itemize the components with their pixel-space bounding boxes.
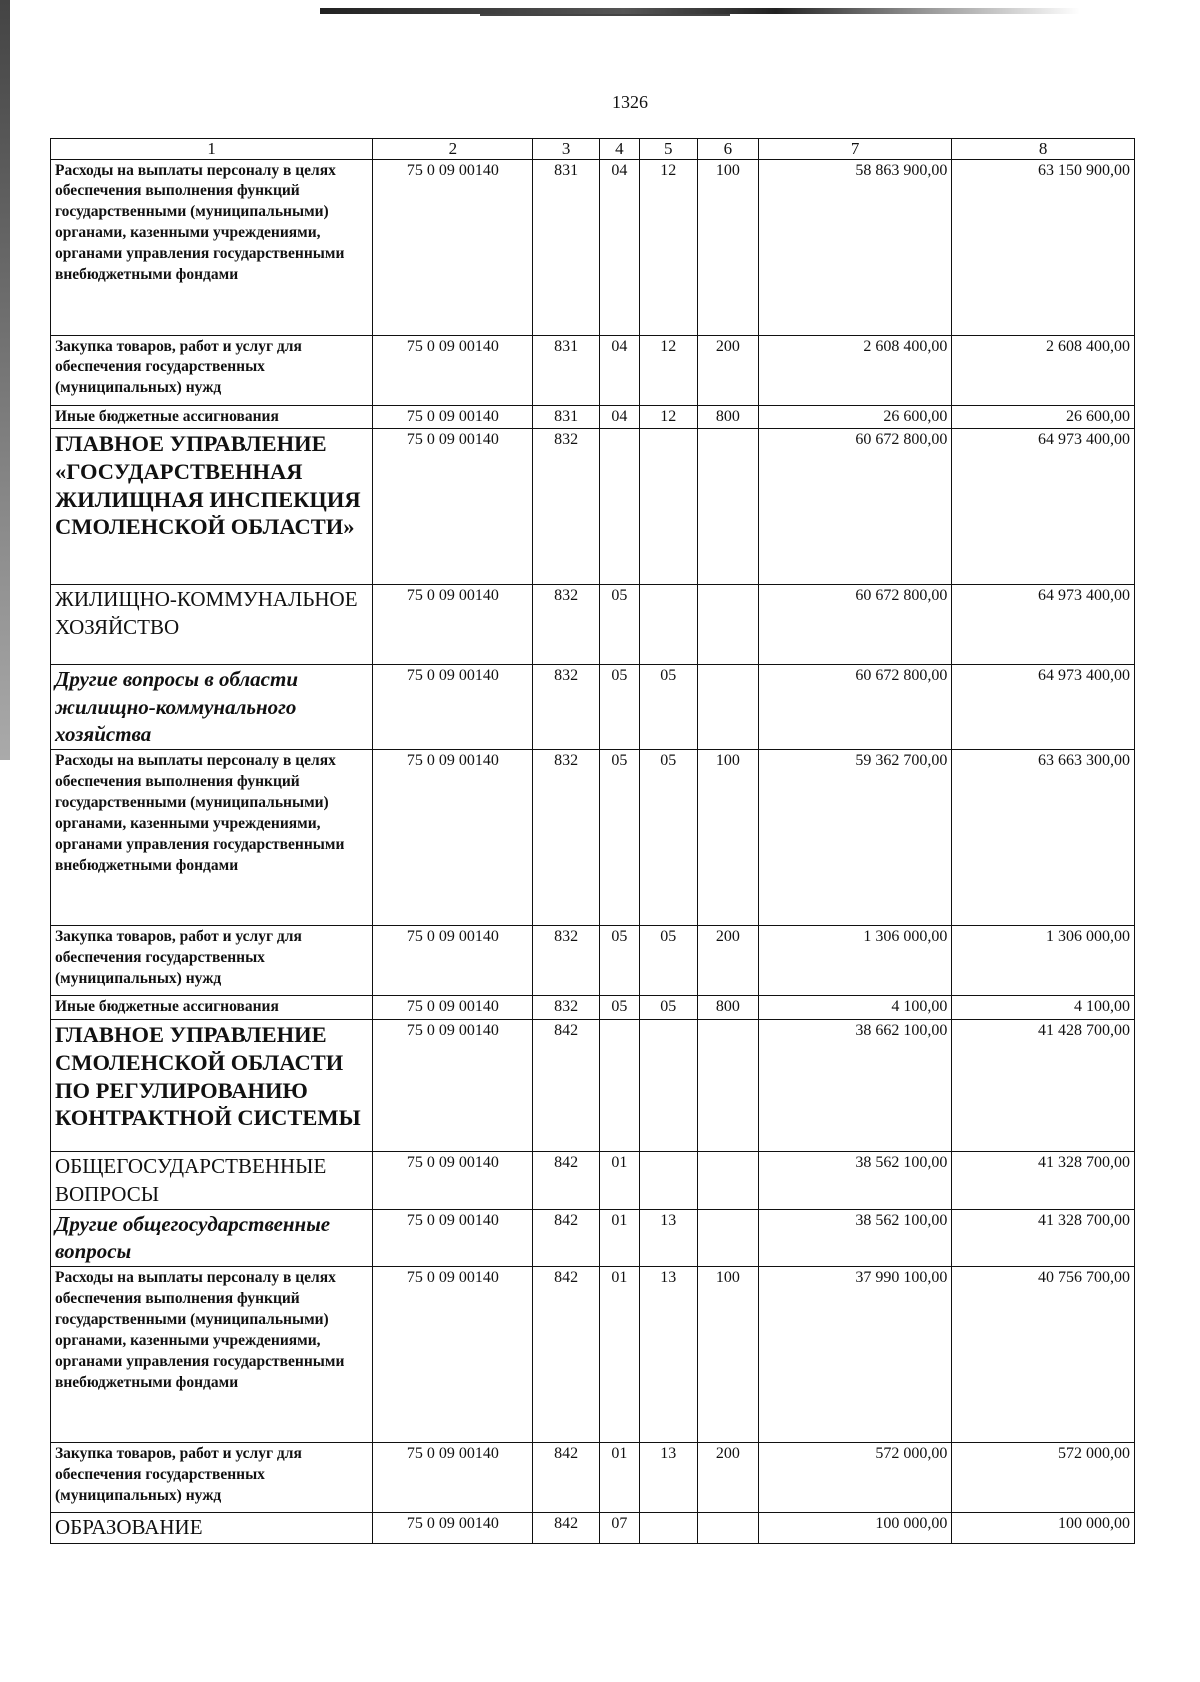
cell-ministry-code: 832 xyxy=(533,996,600,1020)
table-row xyxy=(51,665,1135,750)
cell-ministry-code: 832 xyxy=(533,926,600,996)
scan-top-artifact-2 xyxy=(480,14,730,16)
cell-subsection-code xyxy=(639,1513,697,1543)
table-row xyxy=(51,1152,1135,1210)
cell-section-code: 05 xyxy=(599,585,639,665)
cell-ministry-code: 832 xyxy=(533,750,600,926)
cell-target-article: 75 0 09 00140 xyxy=(373,585,533,665)
cell-amount-1: 60 672 800,00 xyxy=(758,429,951,585)
cell-expense-type xyxy=(697,429,758,585)
cell-section-code: 04 xyxy=(599,335,639,405)
cell-target-article: 75 0 09 00140 xyxy=(373,1020,533,1152)
cell-ministry-code: 842 xyxy=(533,1443,600,1513)
cell-target-article: 75 0 09 00140 xyxy=(373,1267,533,1443)
table-row xyxy=(51,750,1135,926)
cell-description: ГЛАВНОЕ УПРАВЛЕНИЕ СМОЛЕНСКОЙ ОБЛАСТИ ПО РЕГУЛИРОВАНИЮ КОНТРАКТНОЙ СИСТЕМЫ xyxy=(51,1020,373,1152)
cell-description: Расходы на выплаты персоналу в целях обеспечения выполнения функций государственными (муниципальными) органами, казенными учреждениями, органами управления государственными внебюджетными фондами xyxy=(51,750,373,926)
cell-expense-type xyxy=(697,1152,758,1210)
cell-expense-type: 200 xyxy=(697,335,758,405)
cell-amount-2: 572 000,00 xyxy=(952,1443,1135,1513)
cell-amount-2: 40 756 700,00 xyxy=(952,1267,1135,1443)
header-cell: 4 xyxy=(599,139,639,160)
cell-section-code xyxy=(599,429,639,585)
header-cell: 8 xyxy=(952,139,1135,160)
cell-section-code: 07 xyxy=(599,1513,639,1543)
cell-ministry-code: 831 xyxy=(533,405,600,429)
cell-amount-1: 26 600,00 xyxy=(758,405,951,429)
cell-target-article: 75 0 09 00140 xyxy=(373,429,533,585)
cell-section-code: 04 xyxy=(599,159,639,335)
table-row xyxy=(51,1513,1135,1543)
header-row xyxy=(51,139,1135,160)
cell-ministry-code: 832 xyxy=(533,585,600,665)
cell-description: Закупка товаров, работ и услуг для обеспечения государственных (муниципальных) нужд xyxy=(51,1443,373,1513)
cell-description: ОБРАЗОВАНИЕ xyxy=(51,1513,373,1543)
cell-subsection-code: 05 xyxy=(639,750,697,926)
cell-subsection-code: 05 xyxy=(639,996,697,1020)
cell-amount-1: 37 990 100,00 xyxy=(758,1267,951,1443)
cell-amount-2: 2 608 400,00 xyxy=(952,335,1135,405)
cell-ministry-code: 842 xyxy=(533,1267,600,1443)
page-number: 1326 xyxy=(612,92,648,112)
cell-target-article: 75 0 09 00140 xyxy=(373,996,533,1020)
budget-table xyxy=(50,138,1135,1544)
cell-amount-2: 64 973 400,00 xyxy=(952,665,1135,750)
scan-edge-artifact xyxy=(0,0,10,760)
cell-section-code: 05 xyxy=(599,926,639,996)
cell-description: Иные бюджетные ассигнования xyxy=(51,996,373,1020)
header-cell: 1 xyxy=(51,139,373,160)
cell-target-article: 75 0 09 00140 xyxy=(373,335,533,405)
cell-amount-1: 59 362 700,00 xyxy=(758,750,951,926)
cell-expense-type xyxy=(697,1020,758,1152)
cell-amount-1: 60 672 800,00 xyxy=(758,585,951,665)
cell-amount-1: 38 562 100,00 xyxy=(758,1209,951,1267)
cell-amount-1: 58 863 900,00 xyxy=(758,159,951,335)
cell-section-code: 05 xyxy=(599,750,639,926)
cell-ministry-code: 832 xyxy=(533,429,600,585)
table-row xyxy=(51,1020,1135,1152)
cell-target-article: 75 0 09 00140 xyxy=(373,750,533,926)
cell-subsection-code: 05 xyxy=(639,926,697,996)
cell-amount-1: 60 672 800,00 xyxy=(758,665,951,750)
table-row xyxy=(51,585,1135,665)
cell-subsection-code: 13 xyxy=(639,1443,697,1513)
cell-section-code: 05 xyxy=(599,996,639,1020)
cell-amount-1: 100 000,00 xyxy=(758,1513,951,1543)
cell-target-article: 75 0 09 00140 xyxy=(373,159,533,335)
cell-ministry-code: 832 xyxy=(533,665,600,750)
cell-amount-1: 2 608 400,00 xyxy=(758,335,951,405)
cell-section-code: 01 xyxy=(599,1443,639,1513)
header-cell: 6 xyxy=(697,139,758,160)
cell-expense-type: 800 xyxy=(697,405,758,429)
table-row xyxy=(51,1267,1135,1443)
cell-target-article: 75 0 09 00140 xyxy=(373,1152,533,1210)
cell-amount-2: 1 306 000,00 xyxy=(952,926,1135,996)
cell-amount-2: 4 100,00 xyxy=(952,996,1135,1020)
cell-ministry-code: 842 xyxy=(533,1020,600,1152)
cell-section-code xyxy=(599,1020,639,1152)
cell-amount-1: 38 562 100,00 xyxy=(758,1152,951,1210)
table-body xyxy=(51,159,1135,1543)
cell-expense-type: 100 xyxy=(697,750,758,926)
cell-subsection-code: 13 xyxy=(639,1209,697,1267)
cell-expense-type: 200 xyxy=(697,926,758,996)
table-row xyxy=(51,335,1135,405)
cell-subsection-code: 13 xyxy=(639,1267,697,1443)
cell-expense-type xyxy=(697,585,758,665)
cell-description: Закупка товаров, работ и услуг для обеспечения государственных (муниципальных) нужд xyxy=(51,335,373,405)
cell-amount-2: 63 150 900,00 xyxy=(952,159,1135,335)
cell-expense-type: 200 xyxy=(697,1443,758,1513)
cell-target-article: 75 0 09 00140 xyxy=(373,1209,533,1267)
table-row xyxy=(51,159,1135,335)
cell-section-code: 01 xyxy=(599,1209,639,1267)
cell-expense-type: 800 xyxy=(697,996,758,1020)
cell-ministry-code: 831 xyxy=(533,159,600,335)
table-row xyxy=(51,1443,1135,1513)
cell-amount-2: 26 600,00 xyxy=(952,405,1135,429)
cell-description: ГЛАВНОЕ УПРАВЛЕНИЕ «ГОСУДАРСТВЕННАЯ ЖИЛИЩНАЯ ИНСПЕКЦИЯ СМОЛЕНСКОЙ ОБЛАСТИ» xyxy=(51,429,373,585)
cell-target-article: 75 0 09 00140 xyxy=(373,665,533,750)
cell-amount-2: 64 973 400,00 xyxy=(952,429,1135,585)
cell-subsection-code xyxy=(639,429,697,585)
cell-expense-type: 100 xyxy=(697,159,758,335)
cell-amount-2: 41 328 700,00 xyxy=(952,1209,1135,1267)
cell-description: Другие общегосударственные вопросы xyxy=(51,1209,373,1267)
cell-amount-1: 4 100,00 xyxy=(758,996,951,1020)
cell-subsection-code xyxy=(639,1152,697,1210)
cell-target-article: 75 0 09 00140 xyxy=(373,405,533,429)
cell-expense-type: 100 xyxy=(697,1267,758,1443)
cell-description: Иные бюджетные ассигнования xyxy=(51,405,373,429)
cell-amount-2: 63 663 300,00 xyxy=(952,750,1135,926)
cell-amount-2: 100 000,00 xyxy=(952,1513,1135,1543)
cell-section-code: 04 xyxy=(599,405,639,429)
cell-amount-1: 1 306 000,00 xyxy=(758,926,951,996)
cell-section-code: 05 xyxy=(599,665,639,750)
table-row xyxy=(51,405,1135,429)
cell-ministry-code: 842 xyxy=(533,1209,600,1267)
header-cell: 2 xyxy=(373,139,533,160)
cell-subsection-code: 05 xyxy=(639,665,697,750)
cell-expense-type xyxy=(697,1513,758,1543)
cell-amount-2: 64 973 400,00 xyxy=(952,585,1135,665)
cell-description: ЖИЛИЩНО-КОММУНАЛЬНОЕ ХОЗЯЙСТВО xyxy=(51,585,373,665)
cell-description: Другие вопросы в области жилищно-коммунального хозяйства xyxy=(51,665,373,750)
header-cell: 7 xyxy=(758,139,951,160)
cell-amount-2: 41 428 700,00 xyxy=(952,1020,1135,1152)
cell-ministry-code: 842 xyxy=(533,1513,600,1543)
cell-section-code: 01 xyxy=(599,1267,639,1443)
cell-subsection-code: 12 xyxy=(639,405,697,429)
table-row xyxy=(51,996,1135,1020)
table-row xyxy=(51,429,1135,585)
cell-subsection-code xyxy=(639,1020,697,1152)
cell-section-code: 01 xyxy=(599,1152,639,1210)
cell-expense-type xyxy=(697,1209,758,1267)
cell-description: Закупка товаров, работ и услуг для обеспечения государственных (муниципальных) нужд xyxy=(51,926,373,996)
cell-amount-1: 572 000,00 xyxy=(758,1443,951,1513)
cell-target-article: 75 0 09 00140 xyxy=(373,926,533,996)
table-row xyxy=(51,1209,1135,1267)
header-cell: 3 xyxy=(533,139,600,160)
cell-description: Расходы на выплаты персоналу в целях обеспечения выполнения функций государственными (муниципальными) органами, казенными учреждениями, органами управления государственными внебюджетными фондами xyxy=(51,1267,373,1443)
cell-ministry-code: 831 xyxy=(533,335,600,405)
cell-target-article: 75 0 09 00140 xyxy=(373,1443,533,1513)
cell-description: ОБЩЕГОСУДАРСТВЕННЫЕ ВОПРОСЫ xyxy=(51,1152,373,1210)
cell-expense-type xyxy=(697,665,758,750)
header-cell: 5 xyxy=(639,139,697,160)
table-row xyxy=(51,926,1135,996)
cell-subsection-code: 12 xyxy=(639,335,697,405)
cell-subsection-code xyxy=(639,585,697,665)
cell-target-article: 75 0 09 00140 xyxy=(373,1513,533,1543)
cell-subsection-code: 12 xyxy=(639,159,697,335)
cell-description: Расходы на выплаты персоналу в целях обеспечения выполнения функций государственными (муниципальными) органами, казенными учреждениями, органами управления государственными внебюджетными фондами xyxy=(51,159,373,335)
cell-amount-2: 41 328 700,00 xyxy=(952,1152,1135,1210)
cell-amount-1: 38 662 100,00 xyxy=(758,1020,951,1152)
cell-ministry-code: 842 xyxy=(533,1152,600,1210)
